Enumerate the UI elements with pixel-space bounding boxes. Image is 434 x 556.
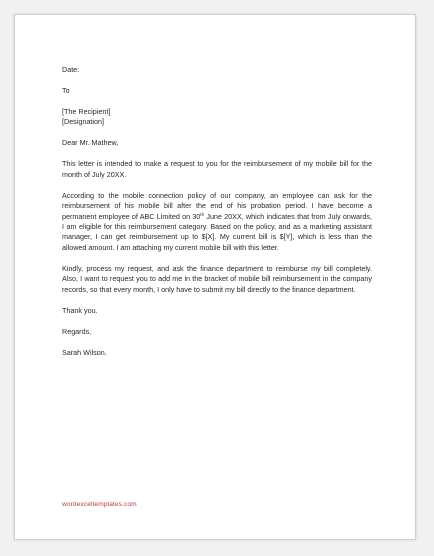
to-label: To <box>62 86 70 95</box>
ordinal-suffix: th <box>200 211 205 217</box>
closing-line: Regards, <box>62 326 92 336</box>
salutation: Dear Mr. Mathew, <box>62 138 119 148</box>
recipient-designation: [Designation] <box>62 117 104 127</box>
letter-page <box>14 14 416 540</box>
recipient-name: [The Recipient] <box>62 107 111 116</box>
paragraph-policy-part-a: According to the mobile connection policy of our company, an employee can ask for the reimbursement of his mobile bill after the end of his probation period. I have become a permanent employee of ABC Limited on 30 <box>62 190 372 221</box>
signature-name: Sarah Wilson. <box>62 347 107 357</box>
date-label: Date: <box>62 65 80 74</box>
thanks-line: Thank you. <box>62 305 98 315</box>
letter-body <box>62 65 372 358</box>
paragraph-request: Kindly, process my request, and ask the finance department to reimburse my bill completely. Also, I want to request you to add me in the bracket of mobile bill reimbursement in the company records, so that every month, I only have to submit my bill directly to the finance department. <box>62 263 372 294</box>
paragraph-intro: This letter is intended to make a request to you for the reimbursement of my mobile bill for the month of July 20XX. <box>62 159 372 179</box>
paragraph-policy <box>62 191 372 253</box>
footer-site-link[interactable]: wordexceltemplates.com <box>62 501 137 508</box>
paragraph-policy-part-b: June 20XX, which indicates that from July onwards, I am eligible for this reimbursement category. Based on the policy, and as a marketing assistant manager, I can get reimbursement up to $[X]. My current bill is $[Y], which is less than the allowed amount. I am attaching my current mobile bill with this letter. <box>62 211 372 252</box>
